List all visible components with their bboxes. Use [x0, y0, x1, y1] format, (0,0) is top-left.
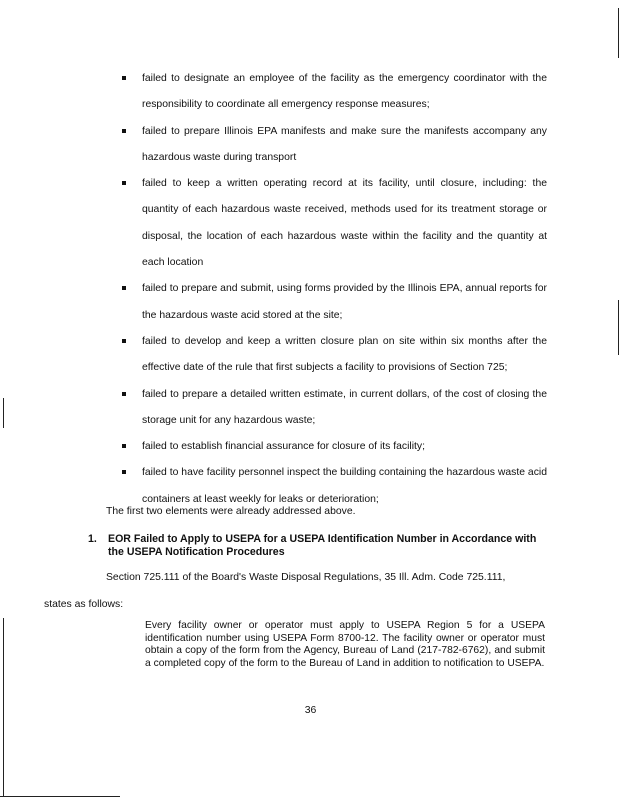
bullet-icon [122, 470, 126, 474]
bullet-icon [122, 286, 126, 290]
bullet-icon [122, 392, 126, 396]
list-item: failed to prepare a detailed written estimate, in current dollars, of the cost of closing the storage unit for any hazardous waste; [122, 382, 547, 435]
bullet-icon [122, 444, 126, 448]
list-item: failed to prepare and submit, using forms provided by the Illinois EPA, annual reports for the hazardous waste acid stored at the site; [122, 276, 547, 329]
scan-margin-line [618, 300, 619, 355]
block-quote: Every facility owner or operator must apply to USEPA Region 5 for a USEPA identification number using USEPA Form 8700-12. The facility owner or operator must obtain a copy of the form from the Agency, Bureau of Land (217-782-6762), and submit a completed copy of the form to the Bureau of Land in addition to notification to USEPA. [145, 620, 545, 670]
bullet-icon [122, 181, 126, 185]
section-heading [88, 533, 548, 559]
bullet-icon [122, 339, 126, 343]
intro-paragraph: The first two elements were already addressed above. [106, 506, 356, 517]
list-item: failed to develop and keep a written closure plan on site within six months after the effective date of the rule that first subjects a facility to provisions of Section 725; [122, 329, 547, 382]
section-title: EOR Failed to Apply to USEPA for a USEPA Identification Number in Accordance with the USEPA Notification Procedures [108, 533, 537, 558]
bullet-list [122, 66, 547, 513]
scan-margin-line [618, 8, 619, 58]
scan-bottom-line [0, 796, 120, 797]
page-number: 36 [304, 705, 317, 716]
section-paragraph: Section 725.111 of the Board's Waste Disposal Regulations, 35 Ill. Adm. Code 725.111, [106, 572, 506, 583]
states-paragraph: states as follows: [44, 599, 124, 610]
list-item: failed to keep a written operating record at its facility, until closure, including: the quantity of each hazardous waste received, methods used for its treatment storage or disposal, the location of each hazardous waste within the facility and the quantity at each location [122, 171, 547, 276]
list-item: failed to designate an employee of the facility as the emergency coordinator with the responsibility to coordinate all emergency response measures; [122, 66, 547, 119]
bullet-icon [122, 129, 126, 133]
section-number: 1. [88, 533, 97, 545]
scan-margin-line [3, 398, 4, 428]
bullet-icon [122, 76, 126, 80]
list-item: failed to have facility personnel inspect the building containing the hazardous waste acid containers at least weekly for leaks or deterioration; [122, 460, 547, 513]
list-item: failed to prepare Illinois EPA manifests and make sure the manifests accompany any hazardous waste during transport [122, 119, 547, 172]
list-item: failed to establish financial assurance for closure of its facility; [122, 434, 547, 460]
